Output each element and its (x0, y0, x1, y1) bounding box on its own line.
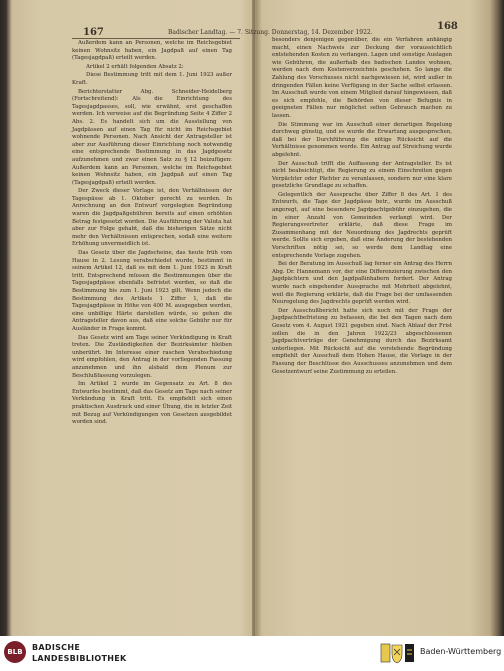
right-paragraph: Der Ausschußbericht hatte sich noch mit der Frage der Jagdpachtbefristung zu befassen, die bei den Tagen nach dem Gesetz vom 4. August 1921 gegeben sind. Nach Ablauf der Frist sollen die in den Jahren 1922/23 abgeschlossenen Jagdpachtverträge der Genehmigung durch das Bezirksamt unterliegen. Mit Rücksicht auf die vorstehende Begründung empfiehlt der Ausschuß dem Hohen Hause, die Vorlage in der Fassung der Beschlüsse des Ausschusses anzunehmen und dem Gesetzentwurf seine Zustimmung zu erteilen. (272, 307, 452, 375)
right-page-text (272, 37, 452, 377)
left-paragraph: Das Gesetz wird am Tage seiner Verkündigung in Kraft treten. Die Zuständigkeiten der Bezirksämter bleiben unberührt. Im Interesse einer raschen Verabschiedung wird empfohlen, den Antrag in der vorliegenden Fassung anzunehmen und ihn alsbald dem Plenum zur Beschlußfassung vorzulegen. (72, 334, 232, 379)
left-paragraph: Artikel 2 erhält folgenden Absatz 2: (86, 63, 184, 70)
left-paragraph: Das Gesetz über die Jagdscheine, das heute früh vom Hause in 2. Lesung verabschiedet wurde, bestimmt in seinem Artikel 12, daß es mit dem 1. Juni 1923 in Kraft tritt. Entsprechend müssen die Bestimmungen über die Tagesjagdpässe ebenfalls befristet werden, so daß die Bestimmung bis zum 1. Juni 1923 gilt. Wenn jedoch die Bestimmung des Artikels 1 Ziffer 1, daß die Tagesjagdpässe in Höhe von 400 M. ausgegeben werden, eine unbillige Härte darstellen würde, so gehen die Antragsteller davon aus, daß eine solche Gebühr nur für Ausländer in Frage kommt. (72, 250, 232, 332)
partner-name[interactable]: Baden-Württemberg (420, 647, 502, 656)
right-paragraph: Bei der Beratung im Ausschuß lag ferner ein Antrag des Herrn Abg. Dr. Hannemann vor, der eine Differenzierung zwischen den Jagdpächtern und den Jagdpaßinhabern fordert. Der Antrag wurde nach eingehender Aussprache mit Mehrheit abgelehnt, weil die Regierung erklärte, daß die Frage bei der umfassenden Neuregelung des Jagdrechts geprüft werden wird. (272, 261, 452, 306)
left-paragraph: Berichterstatter Abg. Schneider-Heidelberg (Fortschreitend): Als die Einrichtung des Tagesjagdpasses, soll, wie erwähnt, erst geschaffen werden. Ich verweise auf die Begründung Seite 4 Ziffer 2 Abs. 2. Es handelt sich um die Ausstellung von Jagdpässen auf einen Tag für nicht im Reichsgebiet wohnende Personen. Nach Ansicht der Antragsteller ist aber zur Ausführung dieser Einrichtung noch notwendig eine entsprechende Bestimmung in das Jagdgesetz aufzunehmen und zwar einen Satz zu § 12 beizufügen: Außerdem kann an Personen, welche im Reichsgebiet keinen Wohnsitz haben, ein Jagdpaß auf einen Tag (Tagesjagdpaß) erteilt werden. (72, 88, 232, 186)
left-paragraph: Der Zweck dieser Vorlage ist, den Verhältnissen der Tagespässe ab 1. Oktober gerecht zu werden. In Anrechnung an den Entwurf vorgelegten Begründung waren die Jagdpaßgebühren bereits auf einen erhöhten Betrag festgesetzt worden. Die Ausführung der Valuta hat aber zur Folge gehabt, daß die bisherigen Sätze nicht mehr den Verhältnissen entsprechen, sodaß eine weitere Erhöhung unvermeidlich ist. (72, 188, 232, 248)
left-header-rule (72, 38, 240, 39)
blb-logo-icon[interactable]: BLB (4, 641, 26, 663)
left-running-head: Badischer Landtag. — 7. Sitzung. Donnerstag, 14. Dezember 1922. (168, 29, 373, 36)
gutter-shadow (252, 0, 255, 636)
left-page-number: 167 (83, 27, 104, 38)
left-page-text (72, 40, 232, 428)
left-paragraph: Diese Bestimmung tritt mit dem 1. Juni 1923 außer Kraft. (72, 72, 232, 86)
left-paragraph: Außerdem kann an Personen, welche im Reichsgebiet keinen Wohnsitz haben, ein Jagdpaß auf einen Tag (Tagesjagdpaß) erteilt werden. (72, 40, 232, 62)
library-name-line2: LANDESBIBLIOTHEK (32, 654, 127, 663)
right-paragraph: besonders denjenigen gegenüber, die ein Verfahren anhängig macht, einen Nachweis zur Deckung der voraussichtlich entstehenden Kosten zu verlangen. Lagen und sonstige Auslagen wie Gebühren, die außerhalb des badischen Landes wohnen, werden nach dem Kostenverzeichnis geschehen. So lange die Zahlung des Vorschusses nicht nachgewiesen ist, wird außer in dringenden Fällen keine Verfügung in der Sache selbst erlassen. Im Ausschuß wurde von einem Mitglied darauf hingewiesen, daß es sich empfehle, die Behörden von dieser Befugnis in geeigneten Fällen nur möglichst selten Gebrauch machen zu lassen. (272, 37, 452, 119)
library-name-line1: BADISCHE (32, 643, 81, 652)
right-paragraph: Die Stimmung war im Ausschuß einer derartigen Regelung durchweg günstig, und es wurde die Erwartung ausgesprochen, daß bei der Durchführung die nötige Rücksicht auf die Verhältnisse genommen werde. Ein Antrag auf Streichung wurde abgelehnt. (272, 121, 452, 158)
right-paragraph: Gelegentlich der Aussprache über Ziffer 8 des Art. 1 des Entwurfs, die Tage der Jagdpässe betr., wurde im Ausschuß angeregt, auf eine besondere Jagdpachtgebühr einzugehen, die in einer Anzahl von Gemeinden verlangt wird. Der Regierungsvertreter erklärte, daß diese Frage im Zusammenhang mit der Neuordnung des Jagdrechts geprüft werde. Sollte sich ergeben, daß eine Änderung der bestehenden Vorschriften nötig sei, so werde dem Landtag eine entsprechende Vorlage zugehen. (272, 191, 452, 259)
baden-wuerttemberg-crest-icon (380, 642, 416, 664)
right-paragraph: Der Ausschuß trifft die Auffassung der Antragsteller. Es ist nicht beabsichtigt, die Regierung zu einem Einschreiten gegen Verpächter oder Pächter zu veranlassen, sondern nur eine klare gesetzliche Grundlage zu schaffen. (272, 160, 452, 190)
right-page-number: 168 (437, 21, 458, 32)
left-paragraph: Im Artikel 2 wurde im Gegensatz zu Art. 8 des Entwurfes bestimmt, daß das Gesetz am Tage nach seiner Verkündung in Kraft tritt. Es empfiehlt sich einen praktischen Ausdruck und einer Übung, die in letzter Zeit mit Bezug auf Verkündigungen von Gesetzen ausgebildet worden sind. (72, 381, 232, 426)
footer-bar (0, 636, 504, 671)
